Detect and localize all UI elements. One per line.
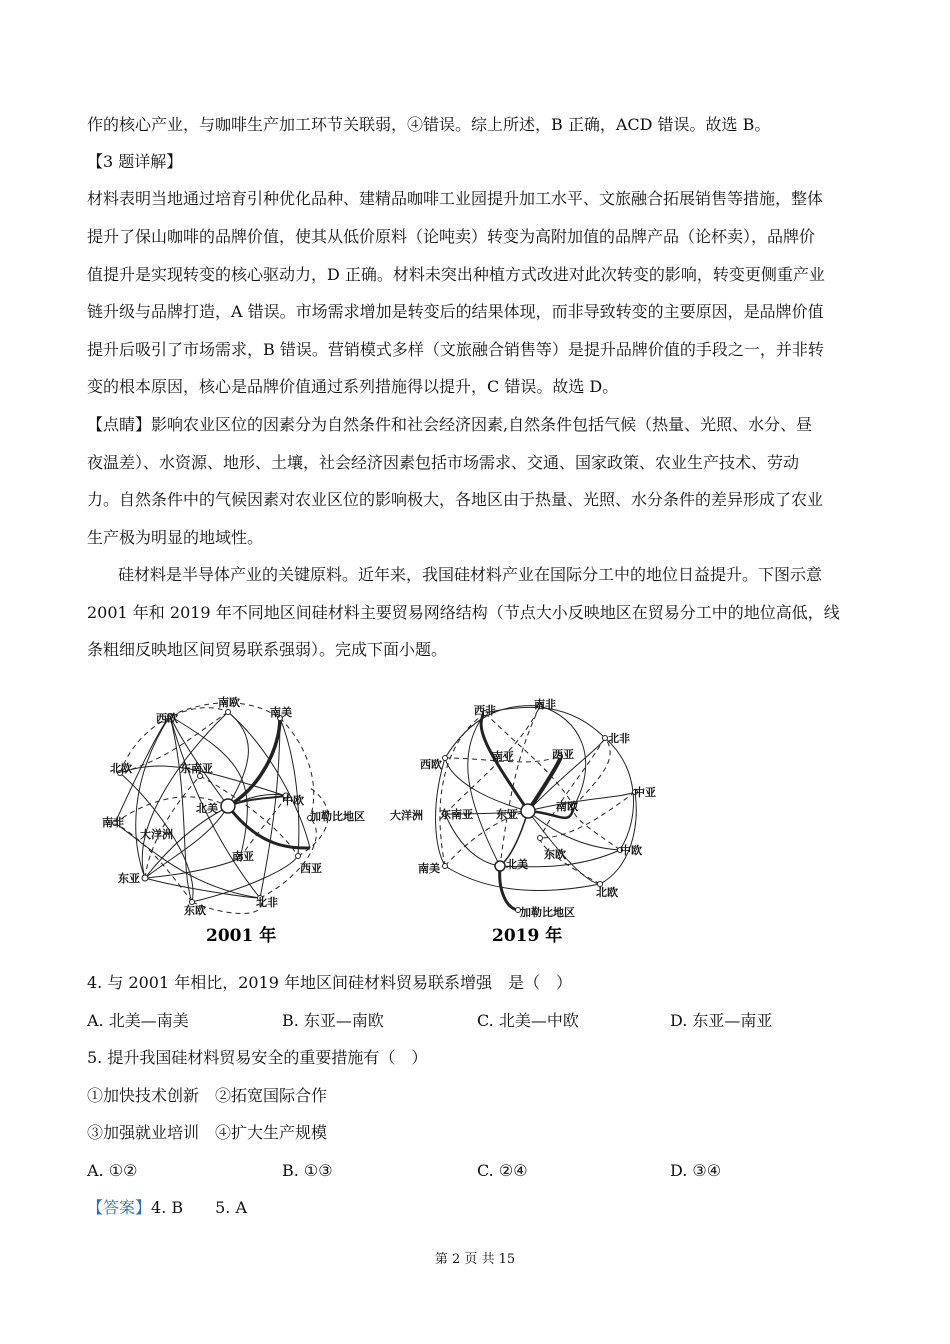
section-heading: 【3 题详解】: [87, 152, 183, 171]
intro-line-1: 硅材料是半导体产业的关键原料。近年来，我国硅材料产业在国际分工中的地位日益提升。下图示意: [118, 565, 823, 584]
text-line-8: 变的根本原因，核心是品牌价值通过系列措施得以提升，C 错误。故选 D。: [87, 377, 619, 396]
labels-2001: [102, 695, 365, 946]
tip-line-1: [87, 414, 867, 436]
node-label: 中亚: [634, 786, 656, 799]
node-label: 北非: [608, 732, 630, 745]
trade-network-diagram: [100, 688, 660, 953]
node-label: 北欧: [596, 886, 618, 899]
intro-line-3: 条粗细反映地区间贸易联系强弱）。完成下面小题。: [87, 640, 448, 659]
node-label: 加勒比地区: [310, 810, 365, 823]
text-line-1: 作的核心产业，与咖啡生产加工环节关联弱，④错误。综上所述，B 正确，ACD 错误。故选 B。: [87, 115, 771, 134]
node-label: 南非: [534, 698, 556, 711]
tip-line-4: 生产极为明显的地域性。: [87, 528, 264, 547]
intro-line-2: 2001 年和 2019 年不同地区间硅材料主要贸易网络结构（节点大小反映地区在贸易分工中的地位高低，线: [87, 603, 840, 622]
node-label: 南非: [102, 816, 124, 829]
node-label: 北欧: [110, 762, 132, 775]
node-label: 中欧: [282, 794, 304, 807]
node-label: 中欧: [620, 844, 642, 857]
node-label: 北美: [506, 858, 528, 871]
answer-line: [87, 1197, 867, 1219]
node-label: 南亚: [232, 850, 254, 863]
network-2001: [113, 703, 328, 914]
tip-text-1: 影响农业区位的因素分为自然条件和社会经济因素,自然条件包括气候（热量、光照、水分、昼: [151, 415, 813, 434]
question-5-stem: 5. 提升我国硅材料贸易安全的重要措施有（ ）: [87, 1048, 428, 1067]
q5-items-1: ①加快技术创新 ②拓宽国际合作: [87, 1086, 328, 1105]
q4-option-b[interactable]: B. 东亚—南欧: [282, 1011, 384, 1030]
node-label: 北美: [196, 802, 218, 815]
node-label: 南美: [418, 862, 440, 875]
node-label: 东亚: [496, 808, 518, 821]
tip-line-3: 力。自然条件中的气候因素对农业区位的影响极大，各地区由于热量、光照、水分条件的差异形成了农业: [87, 490, 824, 509]
node-label: 南欧: [218, 696, 240, 709]
node-label: 东欧: [544, 848, 566, 861]
node-label: 南亚: [492, 750, 514, 763]
node-label: 东欧: [184, 904, 206, 917]
node-label: 东南亚: [180, 762, 213, 775]
node-label: 西非: [474, 704, 496, 717]
q5-option-c[interactable]: C. ②④: [477, 1161, 528, 1180]
q5-items-2: ③加强就业培训 ④扩大生产规模: [87, 1123, 328, 1142]
node-label: 东亚: [118, 872, 140, 885]
text-line-5: 值提升是实现转变的核心驱动力，D 正确。材料未突出种植方式改进对此次转变的影响，转变更侧重产业: [87, 265, 825, 284]
text-line-7: 提升后吸引了市场需求，B 错误。营销模式多样（文旅融合销售等）是提升品牌价值的手段之一，并非转: [87, 340, 824, 359]
node-label: 南欧: [556, 800, 578, 813]
node-label: 大洋洲: [390, 809, 423, 822]
text-line-3: 材料表明当地通过培育引种优化品种、建精品咖啡工业园提升加工水平、文旅融合拓展销售等措施，整体: [87, 189, 824, 208]
page-footer: 第 2 页 共 15: [434, 1252, 516, 1267]
q4-option-a[interactable]: A. 北美—南美: [87, 1011, 189, 1030]
node-label: 西欧: [156, 712, 178, 725]
node-label: 西欧: [420, 758, 442, 771]
caption-2001: 2001 年: [206, 926, 277, 946]
node-label: 大洋洲: [140, 828, 173, 841]
node-label: 南美: [270, 706, 292, 719]
question-4-stem: 4. 与 2001 年相比，2019 年地区间硅材料贸易联系增强 是（ ）: [87, 973, 573, 992]
q5-option-b[interactable]: B. ①③: [282, 1161, 333, 1180]
text-line-6: 链升级与品牌打造，A 错误。市场需求增加是转变后的结果体现，而非导致转变的主要原因，是品牌价值: [87, 302, 824, 321]
text-line-4: 提升了保山咖啡的品牌价值，使其从低价原料（论吨卖）转变为高附加值的品牌产品（论杯卖），品牌价: [87, 227, 816, 246]
q4-option-d[interactable]: D. 东亚—南亚: [670, 1011, 773, 1030]
node-label: 北非: [256, 896, 278, 909]
node-label: 加勒比地区: [520, 906, 575, 919]
tip-line-2: 夜温差）、水资源、地形、土壤，社会经济因素包括市场需求、交通、国家政策、农业生产技术、劳动: [87, 453, 800, 472]
node-label: 东南亚: [440, 808, 473, 821]
node-label: 西亚: [552, 748, 574, 761]
tip-label: 【点睛】: [87, 415, 152, 434]
q5-option-a[interactable]: A. ①②: [87, 1161, 138, 1180]
answer-text: 4. B 5. A: [151, 1198, 248, 1217]
answer-label: 【答案】: [87, 1198, 152, 1217]
q5-option-d[interactable]: D. ③④: [670, 1161, 722, 1180]
caption-2019: 2019 年: [492, 926, 563, 946]
q4-option-c[interactable]: C. 北美—中欧: [477, 1011, 579, 1030]
node-label: 西亚: [300, 862, 322, 875]
